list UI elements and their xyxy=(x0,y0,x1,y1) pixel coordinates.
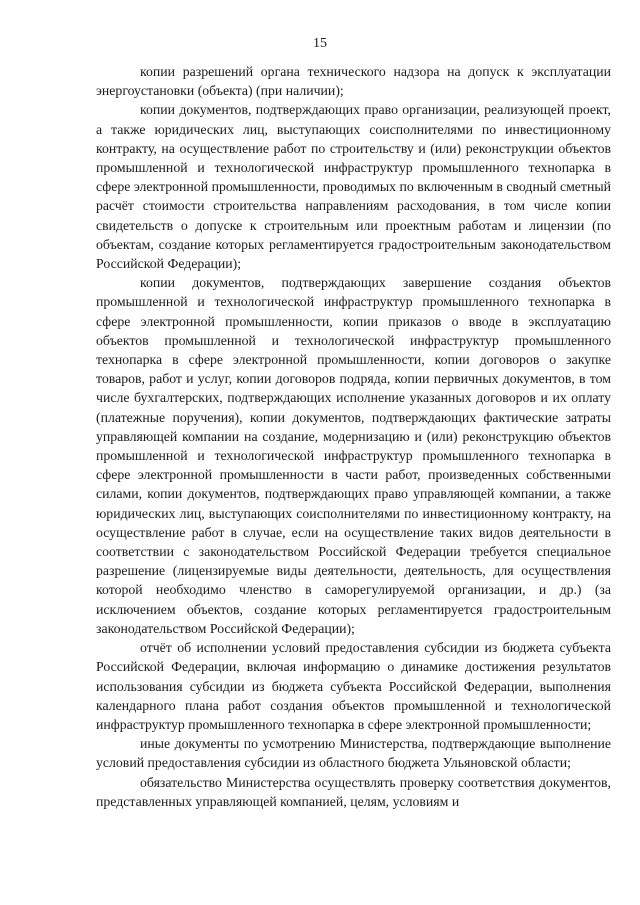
paragraph-completion-documents: копии документов, подтверждающих завершение создания объектов промышленной и технологической инфраструктур промышленного технопарка в сфере электронной промышленности, копии приказов о вводе в эксплуатацию объектов промышленной и технологической инфраструктур промышленного технопарка в сфере электронной промышленности, копии договоров о закупке товаров, работ и услуг, копии договоров подряда, копии первичных документов, в том числе бухгалтерских, подтверждающих исполнение указанных договоров и их оплату (платежные поручения), копии документов, подтверждающих фактические затраты управляющей компании на создание, модернизацию и (или) реконструкцию объектов промышленной и технологической инфраструктур промышленного технопарка в сфере электронной промышленности в части работ, произведенных собственными силами, копии документов, подтверждающих право управляющей компании, а также юридических лиц, выступающих соисполнителями по инвестиционному контракту, на осуществление работ в случае, если на осуществление таких видов деятельности в соответствии с законодательством Российской Федерации требуется специальное разрешение (лицензируемые виды деятельности, деятельность, для осуществления которой необходимо членство в саморегулируемой организации, и др.) (за исключением объектов, создание которых регламентируется градостроительным законодательством Российской Федерации); xyxy=(96,275,611,636)
document-body xyxy=(96,62,611,811)
page-number: 15 xyxy=(313,36,327,51)
paragraph-subsidy-report: отчёт об исполнении условий предоставления субсидии из бюджета субъекта Российской Федерации, включая информацию о динамике достижения результатов использования субсидии из бюджета субъекта Российской Федерации, выполнения календарного плана работ создания объектов промышленной и технологической инфраструктур промышленного технопарка в сфере электронной промышленности; xyxy=(96,640,611,732)
paragraph-other-documents: иные документы по усмотрению Министерства, подтверждающие выполнение условий предоставления субсидии из областного бюджета Ульяновской области; xyxy=(96,736,611,771)
paragraph-rights-documents: копии документов, подтверждающих право организации, реализующей проект, а также юридических лиц, выступающих соисполнителями по инвестиционному контракту, на осуществление работ по строительству и (или) реконструкции объектов промышленной и технологической инфраструктур промышленного технопарка в сфере электронной промышленности, проводимых по включенным в сводный сметный расчёт стоимости строительства направлениям расходования, в том числе копии свидетельств о допуске к строительным или проектным работам и лицензии (по объектам, создание которых регламентируется градостроительным законодательством Российской Федерации); xyxy=(96,102,611,272)
paragraph-permits: копии разрешений органа технического надзора на допуск к эксплуатации энергоустановки (объекта) (при наличии); xyxy=(96,64,611,99)
paragraph-ministry-obligation: обязательство Министерства осуществлять проверку соответствия документов, представленных управляющей компанией, целям, условиям и xyxy=(96,774,611,809)
